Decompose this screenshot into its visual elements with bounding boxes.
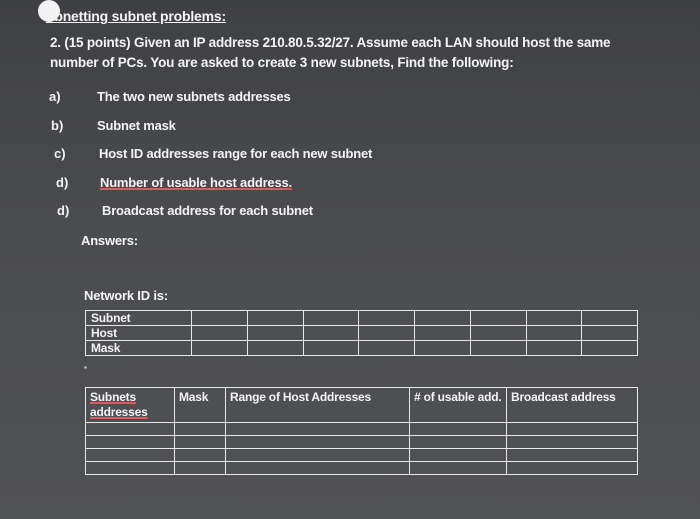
text-cursor-mark: ▪ bbox=[84, 363, 87, 372]
network-id-table bbox=[85, 310, 638, 356]
table-row bbox=[86, 423, 638, 436]
table-row bbox=[86, 341, 638, 356]
answers-label: Answers: bbox=[81, 233, 138, 248]
table-row bbox=[86, 449, 638, 462]
item-letter-b: b) bbox=[51, 118, 64, 133]
table-row bbox=[86, 311, 638, 326]
table-header-row bbox=[86, 388, 638, 423]
item-letter-a: a) bbox=[49, 89, 61, 104]
item-text-d: Number of usable host address. bbox=[100, 175, 292, 190]
question-text: 2. (15 points) Given an IP address 210.80.5.32/27. Assume each LAN should host the same number of PCs. You are asked to create 3 new subnets, Find the following: bbox=[50, 35, 611, 70]
item-text-c: Host ID addresses range for each new subnet bbox=[99, 146, 373, 161]
table-row bbox=[86, 462, 638, 475]
item-text-a: The two new subnets addresses bbox=[97, 89, 291, 104]
item-letter-c: c) bbox=[54, 146, 66, 161]
item-text-e: Broadcast address for each subnet bbox=[102, 203, 313, 218]
row-label-host: Host bbox=[86, 326, 192, 341]
answers-table bbox=[85, 387, 638, 475]
item-letter-d: d) bbox=[56, 175, 69, 190]
network-id-label: Network ID is: bbox=[84, 288, 168, 303]
item-letter-e: d) bbox=[57, 203, 70, 218]
header-range: Range of Host Addresses bbox=[226, 388, 410, 423]
header-usable: # of usable add. bbox=[410, 388, 507, 423]
header-broadcast: Broadcast address bbox=[507, 388, 638, 423]
row-label-subnet: Subnet bbox=[86, 311, 192, 326]
header-subnets-addresses: Subnets addresses bbox=[86, 388, 175, 423]
table-row bbox=[86, 326, 638, 341]
header-mask: Mask bbox=[175, 388, 226, 423]
table-row bbox=[86, 436, 638, 449]
section-heading: ubnetting subnet problems: bbox=[46, 8, 226, 24]
item-text-b: Subnet mask bbox=[97, 118, 176, 133]
row-label-mask: Mask bbox=[86, 341, 192, 356]
